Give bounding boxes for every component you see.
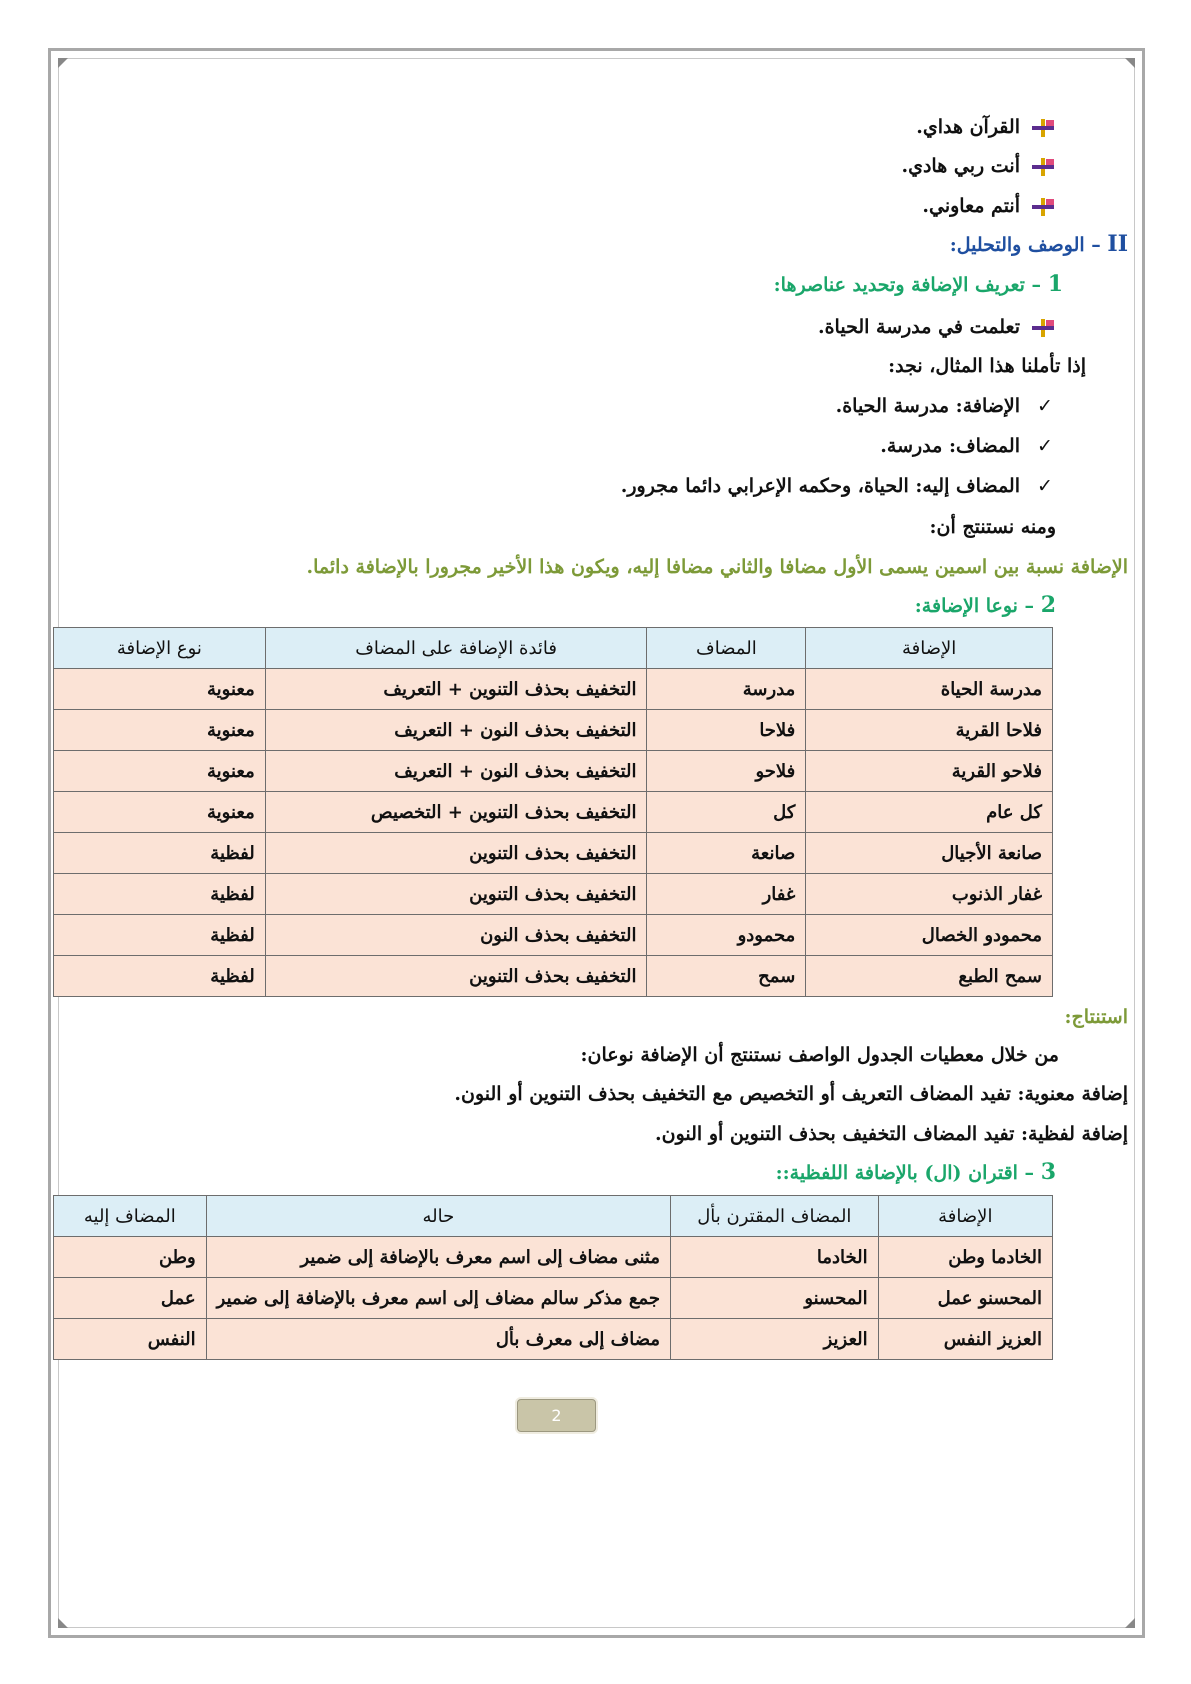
checkmark-icon: ✓ bbox=[1037, 395, 1053, 417]
table-cell: مضاف إلى معرف بأل bbox=[206, 1319, 670, 1360]
table-cell: محمودو bbox=[647, 915, 806, 956]
table-cell: مثنى مضاف إلى اسم معرف بالإضافة إلى ضمير bbox=[206, 1237, 670, 1278]
table-cell: كل عام bbox=[806, 792, 1053, 833]
table-header: الإضافة bbox=[806, 628, 1053, 669]
table-cell: صانعة bbox=[647, 833, 806, 874]
check-item: ✓المضاف إليه: الحياة، وحكمه الإعرابي دائما مجرور. bbox=[621, 472, 1056, 500]
table-cell: معنوية bbox=[54, 710, 266, 751]
bullet-icon bbox=[1030, 158, 1056, 176]
table-cell: الخادما bbox=[671, 1237, 879, 1278]
check-item: ✓المضاف: مدرسة. bbox=[880, 432, 1056, 460]
table-row bbox=[54, 1278, 1053, 1319]
table-cell: سمح الطبع bbox=[806, 956, 1053, 997]
subsection-title: – اقتران (ال) بالإضافة اللفظية:: bbox=[775, 1162, 1035, 1184]
check-item: ✓الإضافة: مدرسة الحياة. bbox=[836, 392, 1056, 420]
table-cell: النفس bbox=[54, 1319, 207, 1360]
example-text: تعلمت في مدرسة الحياة. bbox=[817, 316, 1020, 338]
subsection-heading bbox=[774, 270, 1063, 299]
table-cell: مدرسة الحياة bbox=[806, 669, 1053, 710]
table-cell: التخفيف بحذف التنوين bbox=[265, 956, 647, 997]
table-header: حاله bbox=[206, 1196, 670, 1237]
table-cell: الخادما وطن bbox=[878, 1237, 1052, 1278]
table-cell: العزيز bbox=[671, 1319, 879, 1360]
table-cell: لفظية bbox=[54, 874, 266, 915]
example-text: القرآن هداي. bbox=[916, 116, 1020, 138]
subsection-number: 3 bbox=[1040, 1159, 1056, 1185]
table-row bbox=[54, 751, 1053, 792]
table-cell: معنوية bbox=[54, 669, 266, 710]
corner-ornament bbox=[1125, 1618, 1135, 1628]
subsection-title: – نوعا الإضافة: bbox=[914, 595, 1035, 617]
table-cell: فلاحا bbox=[647, 710, 806, 751]
table-cell: التخفيف بحذف النون bbox=[265, 915, 647, 956]
table-row bbox=[54, 669, 1053, 710]
idafa-types-table bbox=[53, 627, 1053, 997]
table-cell: كل bbox=[647, 792, 806, 833]
checkmark-icon: ✓ bbox=[1037, 475, 1053, 497]
example-text: أنتم معاوني. bbox=[922, 195, 1020, 217]
subsection-heading bbox=[776, 1158, 1056, 1187]
table-cell: مدرسة bbox=[647, 669, 806, 710]
conclusion-intro: ومنه نستنتج أن: bbox=[929, 516, 1056, 538]
table-row bbox=[54, 833, 1053, 874]
table-cell: التخفيف بحذف التنوين + التعريف bbox=[265, 669, 647, 710]
table-cell: سمح bbox=[647, 956, 806, 997]
example-line bbox=[916, 113, 1056, 141]
example-line bbox=[901, 152, 1056, 180]
table-cell: التخفيف بحذف النون + التعريف bbox=[265, 751, 647, 792]
table-cell: صانعة الأجيال bbox=[806, 833, 1053, 874]
table-cell: جمع مذكر سالم مضاف إلى اسم معرف بالإضافة إلى ضمير bbox=[206, 1278, 670, 1319]
table-cell: العزيز النفس bbox=[878, 1319, 1052, 1360]
table-row bbox=[54, 956, 1053, 997]
table-cell: فلاحا القرية bbox=[806, 710, 1053, 751]
table-header: المضاف المقترن بأل bbox=[671, 1196, 879, 1237]
example-text: أنت ربي هادي. bbox=[901, 155, 1020, 177]
table-cell: التخفيف بحذف التنوين bbox=[265, 874, 647, 915]
subsection-number: 2 bbox=[1040, 592, 1056, 618]
conclusion-line: من خلال معطيات الجدول الواصف نستنتج أن الإضافة نوعان: bbox=[580, 1044, 1059, 1066]
subsection-number: 1 bbox=[1047, 271, 1063, 297]
section-title: – الوصف والتحليل: bbox=[949, 234, 1101, 256]
conclusion-label: استنتاج: bbox=[1064, 1006, 1128, 1028]
table-cell: المحسنو bbox=[671, 1278, 879, 1319]
definition-text: الإضافة نسبة بين اسمين يسمى الأول مضافا والثاني مضافا إليه، ويكون هذا الأخير مجرورا بالإضافة دائما. bbox=[306, 556, 1128, 578]
subsection-title: – تعريف الإضافة وتحديد عناصرها: bbox=[773, 274, 1042, 296]
checkmark-icon: ✓ bbox=[1037, 435, 1053, 457]
table-cell: معنوية bbox=[54, 792, 266, 833]
table-cell: غفار bbox=[647, 874, 806, 915]
subsection-heading bbox=[915, 591, 1056, 620]
table-cell: محمودو الخصال bbox=[806, 915, 1053, 956]
table-cell: عمل bbox=[54, 1278, 207, 1319]
section-heading bbox=[950, 230, 1128, 259]
table-cell: المحسنو عمل bbox=[878, 1278, 1052, 1319]
table-row bbox=[54, 710, 1053, 751]
table-cell: وطن bbox=[54, 1237, 207, 1278]
table-row bbox=[54, 874, 1053, 915]
table-header: المضاف bbox=[647, 628, 806, 669]
table-row bbox=[54, 792, 1053, 833]
table-cell: التخفيف بحذف التنوين + التخصيص bbox=[265, 792, 647, 833]
bullet-icon bbox=[1030, 198, 1056, 216]
table-cell: لفظية bbox=[54, 956, 266, 997]
table-cell: التخفيف بحذف النون + التعريف bbox=[265, 710, 647, 751]
table-row bbox=[54, 1237, 1053, 1278]
al-idafa-table bbox=[53, 1195, 1053, 1360]
table-cell: لفظية bbox=[54, 915, 266, 956]
table-header: نوع الإضافة bbox=[54, 628, 266, 669]
table-cell: غفار الذنوب bbox=[806, 874, 1053, 915]
corner-ornament bbox=[1125, 58, 1135, 68]
table-cell: فلاحو bbox=[647, 751, 806, 792]
table-row bbox=[54, 915, 1053, 956]
example-line bbox=[922, 192, 1056, 220]
example-line bbox=[818, 313, 1056, 341]
corner-ornament bbox=[58, 1618, 68, 1628]
bullet-icon bbox=[1030, 119, 1056, 137]
page-number: 2 bbox=[517, 1399, 596, 1432]
section-number: II bbox=[1107, 231, 1128, 257]
table-header-row bbox=[54, 1196, 1053, 1237]
table-header-row bbox=[54, 628, 1053, 669]
table-row bbox=[54, 1319, 1053, 1360]
table-header: الإضافة bbox=[878, 1196, 1052, 1237]
table-cell: فلاحو القرية bbox=[806, 751, 1053, 792]
table-cell: معنوية bbox=[54, 751, 266, 792]
conclusion-line: إضافة معنوية: تفيد المضاف التعريف أو التخصيص مع التخفيف بحذف التنوين أو النون. bbox=[454, 1083, 1128, 1105]
table-header: فائدة الإضافة على المضاف bbox=[265, 628, 647, 669]
bullet-icon bbox=[1030, 319, 1056, 337]
table-cell: التخفيف بحذف التنوين bbox=[265, 833, 647, 874]
table-header: المضاف إليه bbox=[54, 1196, 207, 1237]
conclusion-line: إضافة لفظية: تفيد المضاف التخفيف بحذف التنوين أو النون. bbox=[655, 1123, 1128, 1145]
observation-text: إذا تأملنا هذا المثال، نجد: bbox=[888, 355, 1086, 377]
table-cell: لفظية bbox=[54, 833, 266, 874]
corner-ornament bbox=[58, 58, 68, 68]
